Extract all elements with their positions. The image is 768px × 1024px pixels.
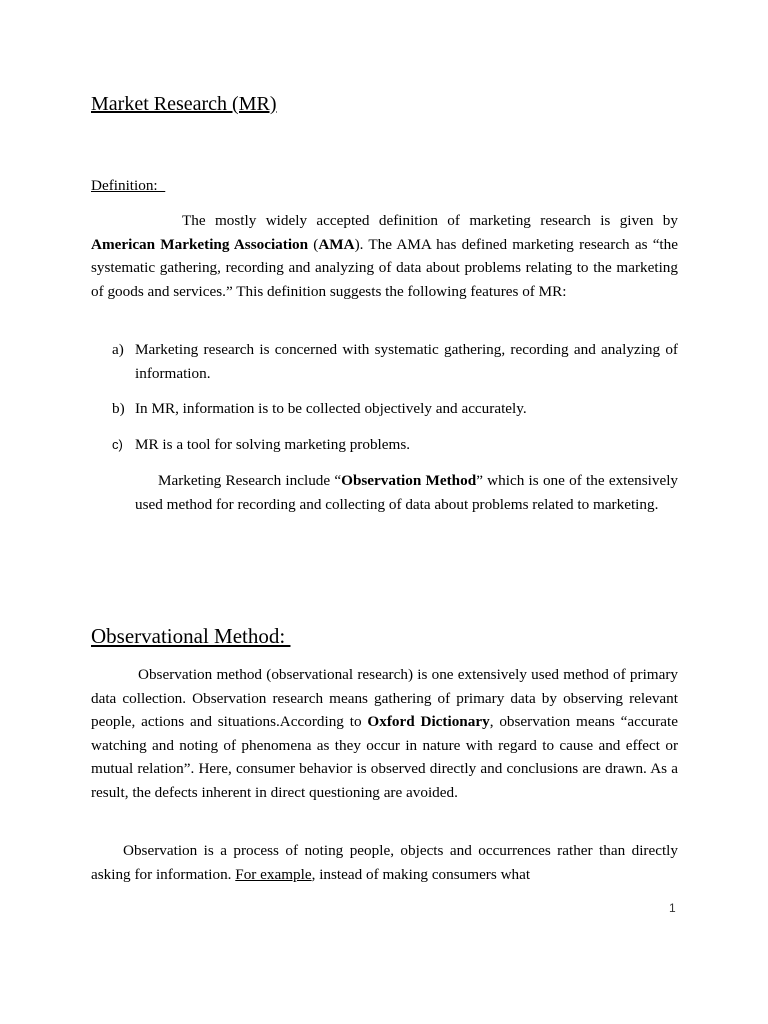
section-heading: Observational Method: (91, 624, 291, 648)
feature-text: Marketing research is concerned with systematic gathering, recording and analyzing of information. (135, 341, 678, 382)
observation-paragraph-2 (91, 839, 678, 886)
feature-list-item (91, 397, 678, 421)
feature-text: MR is a tool for solving marketing problems. (135, 436, 411, 453)
feature-text: In MR, information is to be collected objectively and accurately. (135, 400, 527, 417)
definition-text-end: ). The AMA has defined marketing research as “the systematic gathering, recording and analyzing of data about problems relating to the marketing of goods and services.” This definition suggests the following features of MR: (91, 235, 678, 300)
page-number: 1 (669, 901, 676, 915)
definition-label: Definition: (91, 177, 166, 194)
for-example-term: For example (235, 865, 312, 883)
observation-text-start: Observation method (observational research) is one extensively used method of primary data collection. Observation research means gathering of primary data by observing relevant people, actions and situations.According to (91, 666, 678, 730)
document-title: Market Research (MR) (91, 93, 277, 115)
observation-method-term: Observation Method (341, 472, 477, 489)
definition-paragraph (91, 209, 678, 303)
list-marker: c) (112, 437, 123, 452)
note-text-start: Marketing Research include “ (158, 472, 342, 489)
observation-p2-end: , instead of making consumers what (311, 865, 531, 883)
feature-list-item (91, 433, 678, 457)
observation-paragraph-1 (91, 663, 678, 804)
ama-abbreviation: AMA (318, 235, 355, 253)
ama-full-name: American Marketing Association (91, 235, 309, 253)
observation-p2-start: Observation is a process of noting people, objects and occurrences rather than directly asking for information. (91, 842, 678, 883)
note-text-end: ” which is one of the extensively used method for recording and collecting of data about problems related to marketing. (135, 472, 679, 513)
observation-note-paragraph (135, 469, 678, 516)
definition-text-start: The mostly widely accepted definition of marketing research is given by (182, 212, 678, 229)
feature-list-item (91, 338, 678, 385)
observation-text-end: , observation means “accurate watching and noting of phenomena as they occur in nature with regard to cause and effect or mutual relation”. Here, consumer behavior is observed directly and conclusions are drawn. As a result, the defects inherent in direct questioning are avoided. (91, 713, 678, 801)
definition-text-between: ( (308, 235, 319, 253)
oxford-dictionary-term: Oxford Dictionary (367, 713, 490, 730)
list-marker: a) (112, 341, 124, 358)
list-marker: b) (112, 400, 125, 417)
